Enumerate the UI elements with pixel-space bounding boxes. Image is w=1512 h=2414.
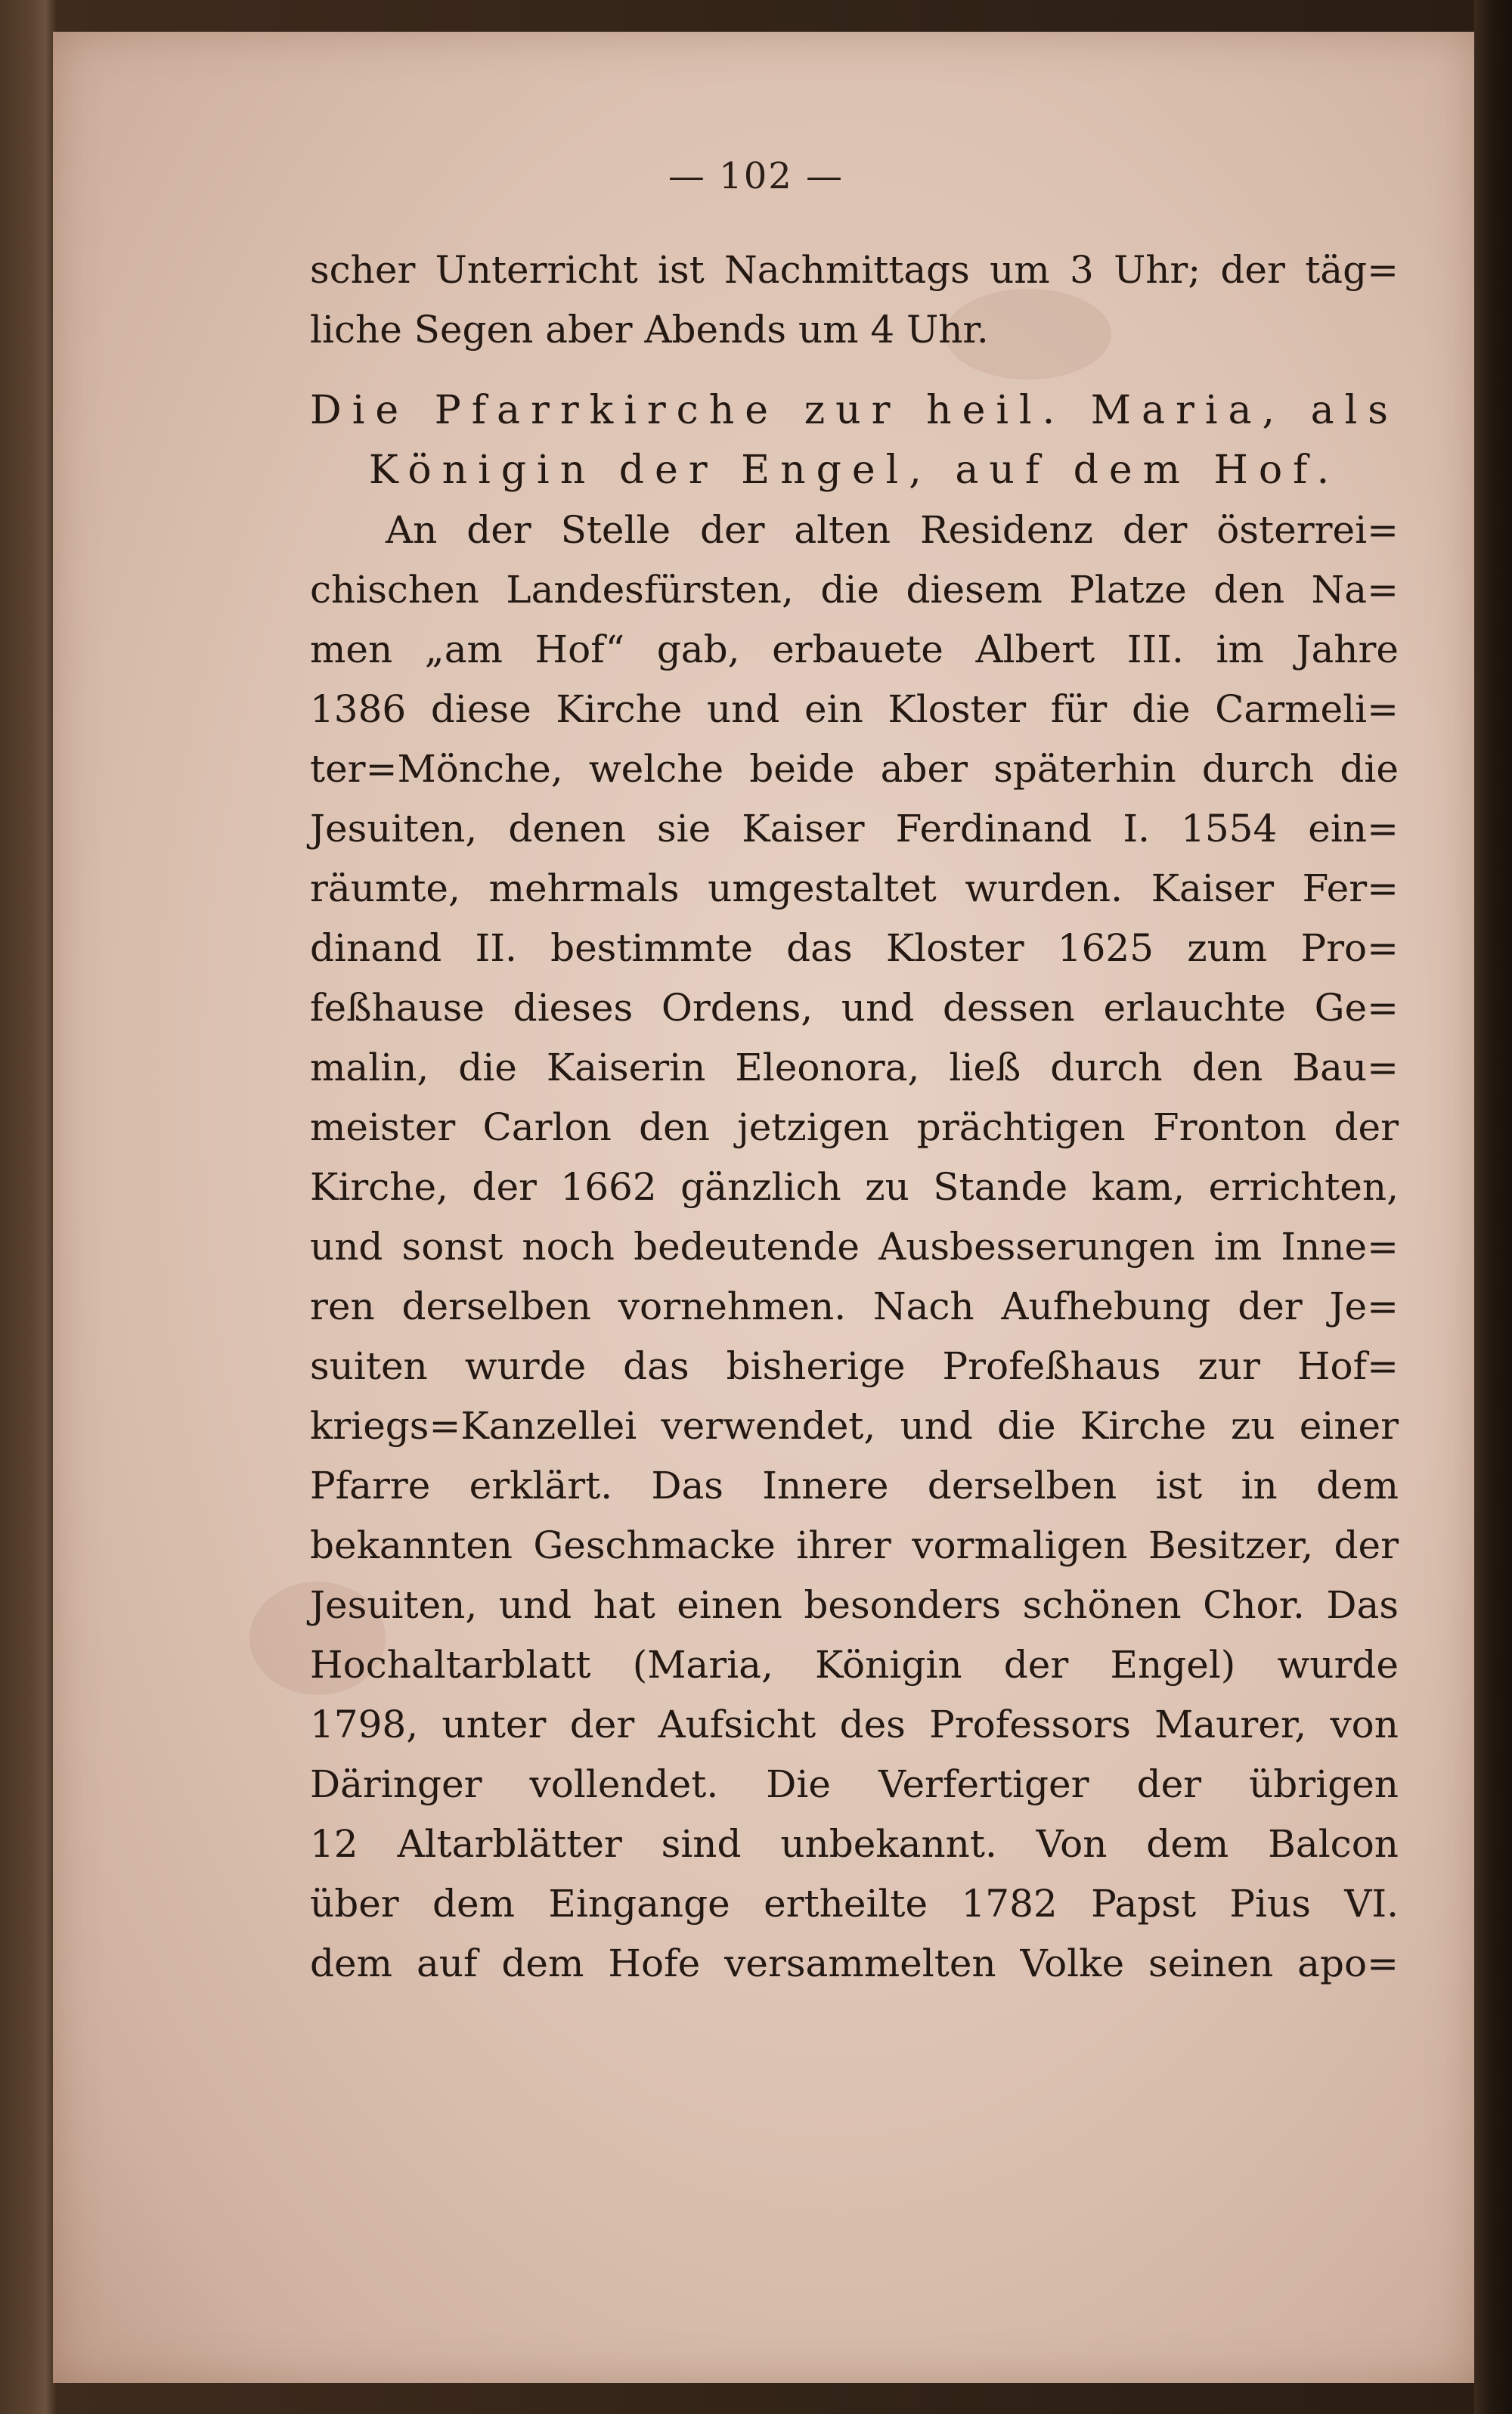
page-number: — 102 — — [668, 155, 844, 197]
text-line: liche Segen aber Abends um 4 Uhr. — [310, 308, 989, 352]
text-line: dinand II. bestimmte das Kloster 1625 zum Pro= — [310, 926, 1399, 970]
text-line: An der Stelle der alten Residenz der österrei= — [386, 508, 1399, 552]
section-heading: Königin der Engel, auf dem Hof. — [368, 448, 1340, 493]
section-heading: Die Pfarrkirche zur heil. Maria, als — [310, 388, 1399, 433]
text-line: Pfarre erklärt. Das Innere derselben ist in dem — [310, 1464, 1399, 1508]
text-line: 12 Altarblätter sind unbekannt. Von dem Balcon — [310, 1822, 1399, 1866]
text-line: 1386 diese Kirche und ein Kloster für die Carmeli= — [310, 687, 1399, 731]
text-line: chischen Landesfürsten, die diesem Platze den Na= — [310, 568, 1399, 612]
text-line: ter=Mönche, welche beide aber späterhin durch die — [310, 747, 1399, 791]
text-line: bekannten Geschmacke ihrer vormaligen Besitzer, der — [310, 1523, 1399, 1567]
text-line: dem auf dem Hofe versammelten Volke seinen apo= — [310, 1941, 1399, 1985]
body-text — [310, 240, 1399, 1994]
text-line: malin, die Kaiserin Eleonora, ließ durch den Bau= — [310, 1046, 1399, 1089]
text-line: 1798, unter der Aufsicht des Professors Maurer, von — [310, 1703, 1399, 1746]
book-edge — [1474, 0, 1512, 2414]
text-line: Däringer vollendet. Die Verfertiger der übrigen — [310, 1762, 1399, 1806]
text-line: über dem Eingange ertheilte 1782 Papst Pius VI. — [310, 1882, 1399, 1926]
text-line: räumte, mehrmals umgestaltet wurden. Kaiser Fer= — [310, 866, 1399, 910]
spacer — [310, 360, 1399, 381]
text-line: und sonst noch bedeutende Ausbesserungen im Inne= — [310, 1225, 1399, 1269]
text-line: suiten wurde das bisherige Profeßhaus zur Hof= — [310, 1344, 1399, 1388]
text-line: ren derselben vornehmen. Nach Aufhebung der Je= — [310, 1284, 1399, 1328]
text-line: Kirche, der 1662 gänzlich zu Stande kam, errichten, — [310, 1165, 1399, 1209]
text-line: men „am Hof“ gab, erbauete Albert III. im Jahre — [310, 628, 1399, 671]
text-line: kriegs=Kanzellei verwendet, und die Kirche zu einer — [310, 1404, 1399, 1448]
text-line: meister Carlon den jetzigen prächtigen Fronton der — [310, 1105, 1399, 1149]
text-line: feßhause dieses Ordens, und dessen erlauchte Ge= — [310, 986, 1399, 1030]
text-line: Hochaltarblatt (Maria, Königin der Engel) wurde — [310, 1643, 1399, 1687]
text-line: scher Unterricht ist Nachmittags um 3 Uhr; der täg= — [310, 248, 1399, 292]
text-line: Jesuiten, denen sie Kaiser Ferdinand I. 1554 ein= — [310, 807, 1399, 851]
text-line: Jesuiten, und hat einen besonders schönen Chor. Das — [310, 1583, 1399, 1627]
